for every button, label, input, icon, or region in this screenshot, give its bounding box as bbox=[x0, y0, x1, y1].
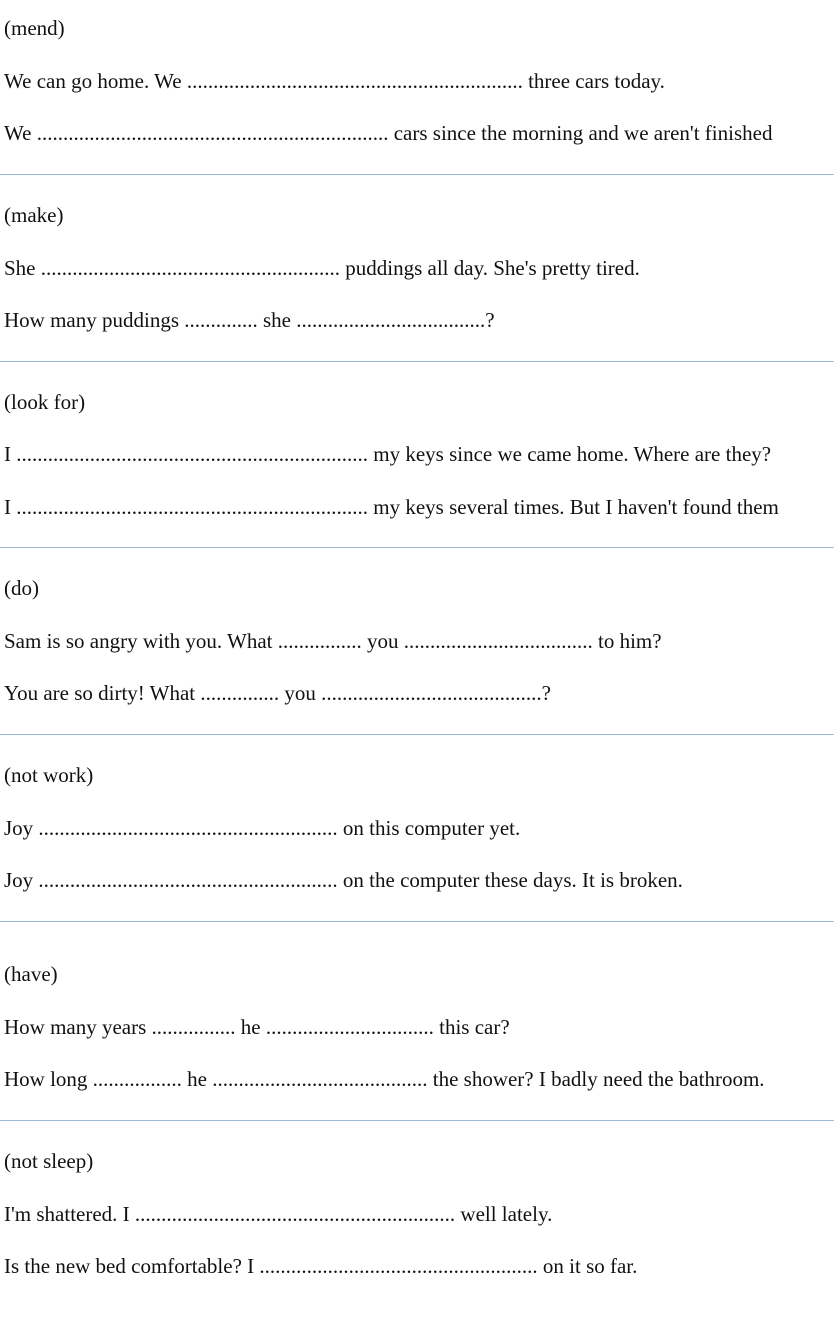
exercise-3-sentence-1: I ................................................................... my keys since we came home. Where are they? bbox=[4, 442, 772, 466]
exercise-3-sentence-2: I ................................................................... my keys several times. But I haven't found them bbox=[4, 495, 779, 519]
exercise-7-verb: (not sleep) bbox=[4, 1149, 94, 1173]
exercise-5-verb: (not work) bbox=[4, 763, 94, 787]
exercise-4-sentence-1: Sam is so angry with you. What ................ you .................................... to him? bbox=[4, 629, 662, 653]
exercise-2-sentence-2: How many puddings .............. she ....................................? bbox=[4, 308, 495, 332]
exercise-2-sentence-1: She ......................................................... puddings all day. She's pretty tired. bbox=[4, 256, 640, 280]
exercise-6-sentence-2: How long ................. he ......................................... the shower? I badly need the bathroom. bbox=[4, 1067, 765, 1091]
section-divider bbox=[0, 174, 834, 175]
exercise-1-sentence-1: We can go home. We ................................................................ three cars today. bbox=[4, 69, 665, 93]
section-divider bbox=[0, 921, 834, 922]
exercise-7-sentence-1: I'm shattered. I ............................................................. well lately. bbox=[4, 1202, 553, 1226]
exercise-2-verb: (make) bbox=[4, 203, 64, 227]
section-divider bbox=[0, 547, 834, 548]
section-divider bbox=[0, 1120, 834, 1121]
exercise-1-verb: (mend) bbox=[4, 16, 65, 40]
exercise-1-sentence-2: We ................................................................... cars since the morning and we aren't finished bbox=[4, 121, 773, 145]
exercise-5-sentence-2: Joy ......................................................... on the computer these days. It is broken. bbox=[4, 868, 683, 892]
exercise-3-verb: (look for) bbox=[4, 390, 86, 414]
exercise-7-sentence-2: Is the new bed comfortable? I ..................................................... on it so far. bbox=[4, 1254, 638, 1278]
exercise-4-sentence-2: You are so dirty! What ............... you ..........................................? bbox=[4, 681, 551, 705]
exercise-6-verb: (have) bbox=[4, 962, 58, 986]
exercise-5-sentence-1: Joy ......................................................... on this computer yet. bbox=[4, 816, 521, 840]
exercise-4-verb: (do) bbox=[4, 576, 39, 600]
section-divider bbox=[0, 361, 834, 362]
exercise-6-sentence-1: How many years ................ he ................................ this car? bbox=[4, 1015, 510, 1039]
section-divider bbox=[0, 734, 834, 735]
